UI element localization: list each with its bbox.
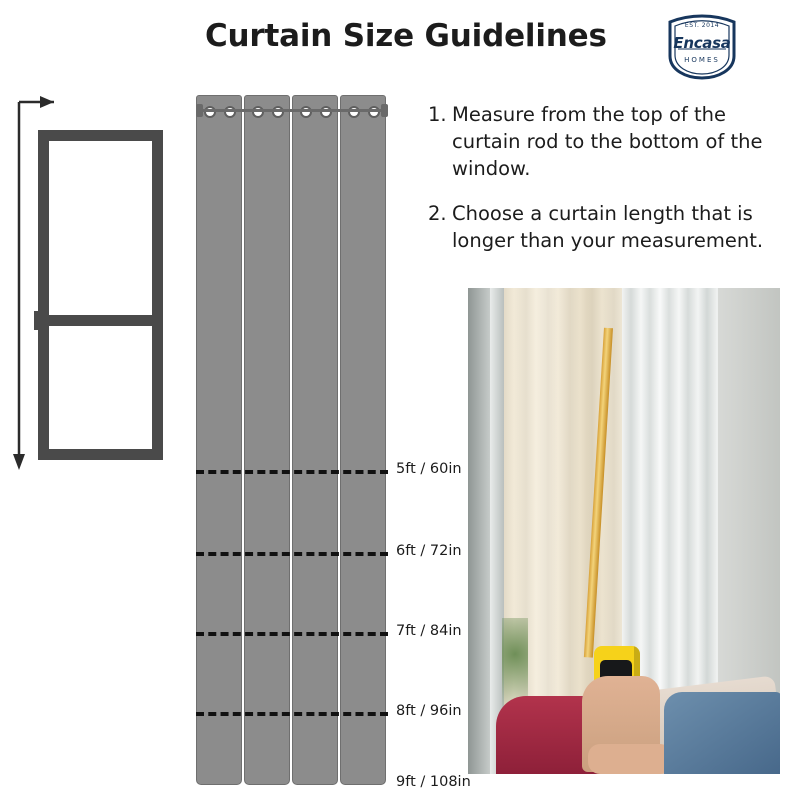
length-marker-line: [196, 552, 388, 556]
length-marker-line: [196, 712, 388, 716]
logo-established-text: EST. 2014: [684, 22, 720, 29]
curtain-rod: [198, 109, 384, 112]
instruction-item: [428, 201, 778, 255]
length-marker-line: [196, 470, 388, 474]
window-mullion: [38, 315, 163, 326]
curtain-rod-finial-right: [381, 104, 388, 117]
length-marker-label: 8ft / 96in: [396, 703, 462, 719]
instruction-text: Choose a curtain length that is longer than your measurement.: [452, 201, 764, 252]
length-marker-line: [196, 632, 388, 636]
brand-logo: [664, 12, 748, 80]
logo-name-text: Encasa: [673, 34, 731, 52]
page-title: Curtain Size Guidelines: [205, 18, 607, 54]
curtain-rod-finial-left: [196, 104, 203, 117]
length-marker-label: 5ft / 60in: [396, 461, 462, 477]
curtain-panel: [244, 95, 290, 785]
photo-wrist: [588, 744, 672, 774]
length-marker-label: 6ft / 72in: [396, 543, 462, 559]
measuring-photo: [468, 288, 780, 774]
instruction-text: Measure from the top of the curtain rod to the bottom of the window.: [452, 103, 763, 180]
grommet-icon: [224, 106, 236, 118]
grommet-icon: [348, 106, 360, 118]
instructions-list: [428, 102, 778, 273]
instruction-number: 2.: [428, 201, 447, 225]
window-latch: [34, 311, 43, 330]
curtain-panel: [292, 95, 338, 785]
grommet-icon: [252, 106, 264, 118]
curtain-diagram: [196, 95, 471, 790]
window-diagram: [38, 130, 163, 460]
grommet-icon: [204, 106, 216, 118]
instruction-number: 1.: [428, 103, 447, 126]
curtain-panel: [340, 95, 386, 785]
length-marker-label: 7ft / 84in: [396, 623, 462, 639]
photo-denim-sleeve: [664, 692, 780, 774]
length-marker-label: 9ft / 108in: [396, 774, 471, 790]
grommet-icon: [320, 106, 332, 118]
logo-subtitle-text: HOMES: [684, 56, 720, 64]
grommet-icon: [300, 106, 312, 118]
grommet-icon: [368, 106, 380, 118]
photo-wall-left: [468, 288, 490, 774]
instruction-item: [428, 102, 778, 183]
curtain-panel: [196, 95, 242, 785]
grommet-icon: [272, 106, 284, 118]
